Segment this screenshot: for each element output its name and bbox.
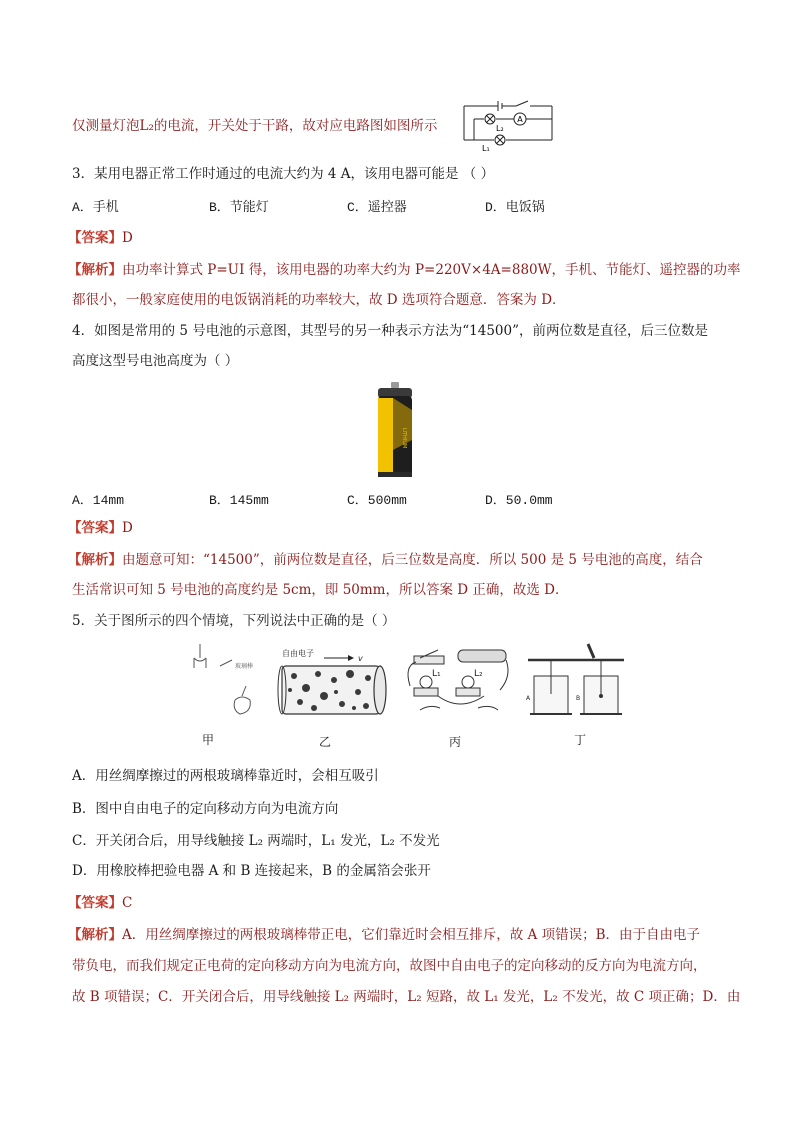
q3-analysis-2: 都很小，一般家庭使用的电饭锅消耗的功率较大，故 D 选项符合题意．答案为 D． [72, 292, 566, 308]
q3-option-d: D．电饭锅 [485, 200, 545, 215]
l1-fig-label: L₁ [432, 669, 441, 679]
answer-tag: 【答案】 [68, 895, 122, 911]
answer-value: D [122, 520, 133, 536]
answer-tag: 【答案】 [68, 520, 122, 536]
q4-answer [68, 518, 133, 538]
q5-option-b: B．图中自由电子的定向移动方向为电流方向 [72, 801, 339, 817]
l2-fig-label: L₂ [474, 669, 483, 679]
analysis-tag: 【解析】 [68, 552, 122, 568]
q5-analysis-2: 带负电，而我们规定正电荷的定向移动方向为电流方向，故图中自由电子的定向移动的反方向为电流方向， [72, 958, 707, 974]
q3-option-c: C．遥控器 [347, 200, 407, 215]
answer-value: C [122, 895, 133, 911]
l2-label: L₂ [496, 124, 504, 133]
velocity-label: v [358, 654, 363, 663]
q3-option-a: A．手机 [72, 200, 119, 215]
figure-yi [276, 644, 388, 724]
q4-analysis-1 [68, 550, 703, 570]
electroscope-b-label: B [576, 695, 581, 702]
q5-analysis-3: 故 B 项错误；C．开关闭合后，用导线触接 L₂ 两端时，L₂ 短路，故 L₁ 发光，L₂ 不发光，故 C 项正确；D．由 [72, 989, 741, 1005]
analysis-text: 由题意可知：“14500”，前两位数是直径，后三位数是高度．所以 500 是 5 号电池的高度，结合 [122, 552, 703, 568]
q3-analysis-1 [68, 260, 741, 280]
ammeter-label: A [517, 115, 523, 124]
analysis-tag: 【解析】 [68, 262, 122, 278]
electron-label: 自由电子 [282, 649, 314, 658]
q5-option-a: A．用丝绸摩擦过的两根玻璃棒靠近时，会相互吸引 [72, 768, 379, 784]
figure-bing [400, 646, 512, 726]
q5-option-d: D．用橡胶棒把验电器 A 和 B 连接起来，B 的金属箔会张开 [72, 863, 431, 879]
figure-ding [520, 640, 632, 725]
answer-value: D [122, 230, 133, 246]
analysis-tag: 【解析】 [68, 927, 122, 943]
intro-text: 仅测量灯泡L₂的电流，开关处于干路，故对应电路图如图所示 [72, 118, 438, 134]
q4-stem-1: 4．如图是常用的 5 号电池的示意图，其型号的另一种表示方法为“14500”，前两位数是直径，后三位数是 [72, 323, 709, 339]
q3-answer [68, 228, 133, 248]
q4-option-a: A．14mm [72, 493, 125, 508]
battery-image [372, 380, 418, 480]
q5-analysis-1 [68, 925, 700, 945]
fig-label-ding: 丁 [574, 733, 587, 747]
fig-label-bing: 丙 [449, 735, 462, 749]
q4-stem-2: 高度这型号电池高度为（ ） [72, 353, 239, 369]
q4-option-b: B．145mm [209, 493, 269, 508]
analysis-text: A．用丝绸摩擦过的两根玻璃棒带正电，它们靠近时会相互排斥，故 A 项错误；B．由于自由电子 [122, 927, 701, 943]
analysis-text: 由功率计算式 P=UI 得，该用电器的功率大约为 P=220V×4A=880W，手机、节能灯、遥控器的功率 [122, 262, 741, 278]
rod-label: 玻璃棒 [235, 663, 254, 670]
q3-option-b: B．节能灯 [209, 200, 269, 215]
q4-option-d: D．50.0mm [485, 493, 553, 508]
electroscope-a-label: A [526, 695, 531, 702]
circuit-diagram [460, 100, 556, 155]
answer-tag: 【答案】 [68, 230, 122, 246]
q5-option-c: C．开关闭合后，用导线触接 L₂ 两端时，L₁ 发光，L₂ 不发光 [72, 833, 440, 849]
q5-stem: 5．关于图所示的四个情境，下列说法中正确的是（ ） [72, 613, 396, 629]
fig-label-jia: 甲 [202, 733, 215, 747]
fig-label-yi: 乙 [319, 735, 332, 749]
q4-analysis-2: 生活常识可知 5 号电池的高度约是 5cm，即 50mm，所以答案 D 正确，故选 D． [72, 582, 569, 598]
q3-stem: 3．某用电器正常工作时通过的电流大约为 4 A，该用电器可能是 （ ） [72, 166, 495, 182]
q4-option-c: C．500mm [347, 493, 407, 508]
q5-answer [68, 893, 132, 913]
battery-brand: LITHIUM [401, 427, 407, 449]
figure-jia [180, 640, 270, 725]
l1-label: L₁ [482, 144, 490, 153]
